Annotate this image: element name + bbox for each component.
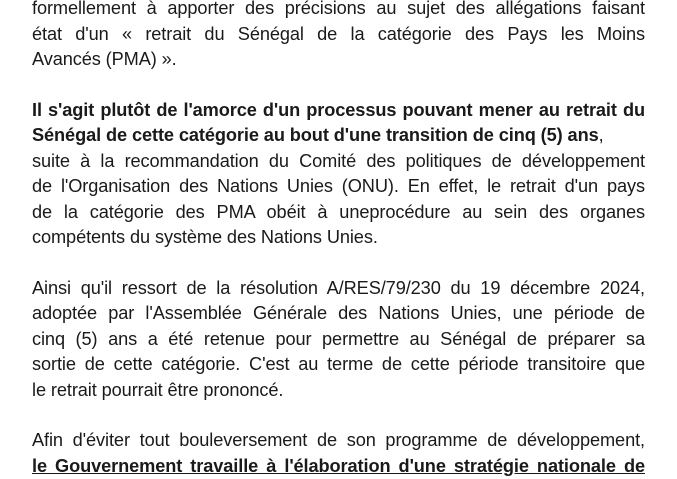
paragraph-clarification-intro <box>0 0 677 73</box>
bold-text-line: Il s'agit plutôt de l'amorce d'un processus pouvant mener au retrait du <box>32 98 645 124</box>
text-line: sortie de cette catégorie. C'est au terme de cette période transitoire que <box>32 352 645 378</box>
paragraph-government-strategy <box>0 428 677 479</box>
paragraph-un-resolution <box>0 276 677 404</box>
text-line: compétents du système des Nations Unies. <box>32 225 645 251</box>
text-line: adoptée par l'Assemblée Générale des Nations Unies, une période de <box>32 301 645 327</box>
text-line: état d'un « retrait du Sénégal de la catégorie des Pays les Moins <box>32 22 645 48</box>
text-line: Avancés (PMA) ». <box>32 47 645 73</box>
text-line: de l'Organisation des Nations Unies (ONU). En effet, le retrait d'un pays <box>32 174 645 200</box>
text-line-mixed <box>32 123 645 149</box>
text-line: formellement à apporter des précisions au sujet des allégations faisant <box>32 0 645 22</box>
text-line: Afin d'éviter tout bouleversement de son programme de développement, <box>32 428 645 454</box>
text-line: le retrait pourrait être prononcé. <box>32 378 645 404</box>
bold-underlined-text-line: le Gouvernement travaille à l'élaboration d'une stratégie nationale de <box>32 454 645 479</box>
punctuation: , <box>599 125 604 145</box>
paragraph-transition-process <box>0 98 677 251</box>
text-line: cinq (5) ans a été retenue pour permettre au Sénégal de préparer sa <box>32 327 645 353</box>
text-line: Ainsi qu'il ressort de la résolution A/RES/79/230 du 19 décembre 2024, <box>32 276 645 302</box>
text-line: suite à la recommandation du Comité des politiques de développement <box>32 149 645 175</box>
bold-text-segment: Sénégal de cette catégorie au bout d'une transition de cinq (5) ans <box>32 125 599 145</box>
text-line: de la catégorie des PMA obéit à uneprocédure au sein des organes <box>32 200 645 226</box>
